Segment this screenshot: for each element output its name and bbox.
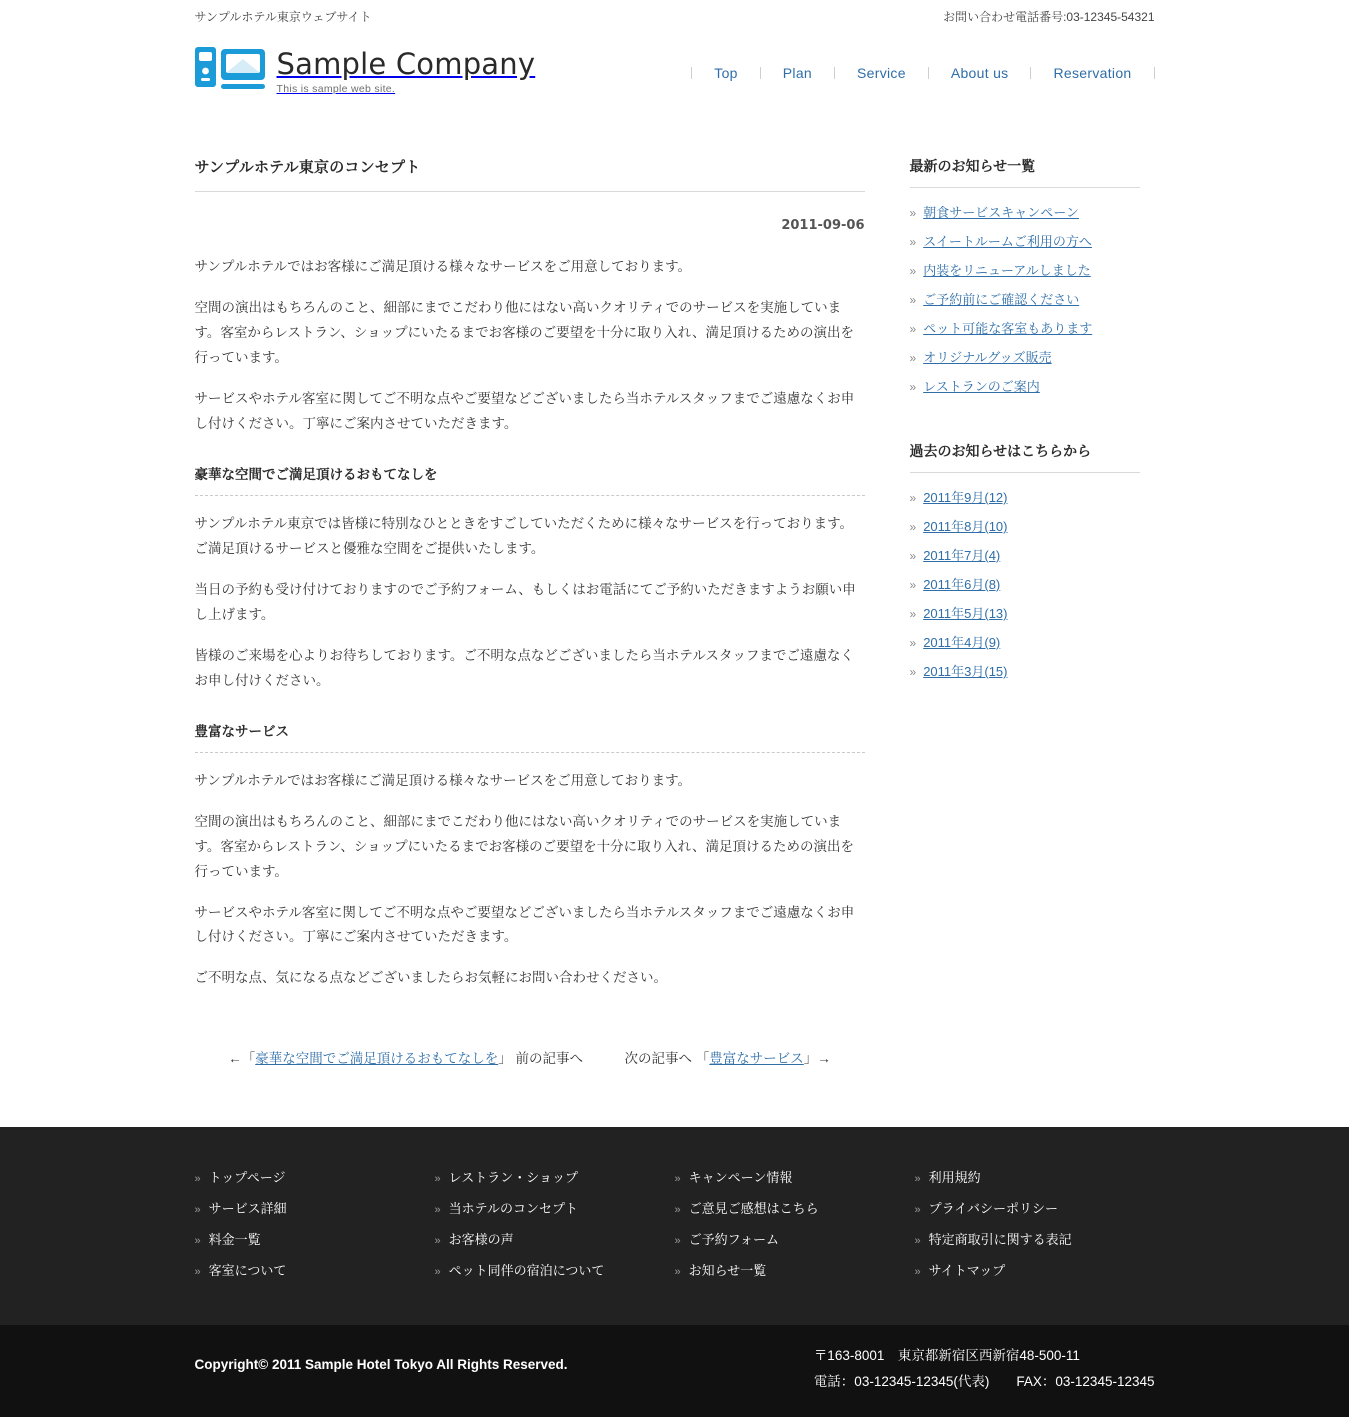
- intro-paragraph-1: サンプルホテルではお客様にご満足頂ける様々なサービスをご用意しております。: [194, 259, 692, 274]
- list-item[interactable]: [195, 1223, 435, 1254]
- list-item[interactable]: [675, 1161, 915, 1192]
- chevron-right-icon: »: [909, 607, 917, 621]
- section1-paragraph-2: 当日の予約も受け付けておりますのでご予約フォーム、もしくはお電話にてご予約いただきますようお願い申し上げます。: [194, 581, 856, 622]
- intro-paragraph-2: 空間の演出はもちろんのこと、細部にまでこだわり他にはない高いクオリティでのサービスを実施しています。客室からレストラン、ショップにいたるまでお客様のご要望を十分に取り入れ、満足頂けるための演出を行っています。: [194, 299, 854, 365]
- chevron-right-icon: »: [194, 1266, 201, 1279]
- footer-link-customer-voice[interactable]: お客様の声: [448, 1232, 514, 1248]
- list-item[interactable]: [195, 1254, 435, 1285]
- top-bar: [195, 0, 1155, 31]
- footer-navigation: [0, 1127, 1349, 1325]
- news-link-renovation[interactable]: 内装をリニューアルしました: [923, 263, 1091, 278]
- sidebar: [910, 156, 1140, 1067]
- content-area: [195, 122, 1155, 1127]
- chevron-right-icon: »: [909, 520, 917, 534]
- section-heading-services: 豊富なサービス: [195, 720, 865, 753]
- footer-link-sitemap[interactable]: サイトマップ: [928, 1263, 1006, 1279]
- chevron-right-icon: »: [914, 1173, 921, 1186]
- nav-item-about-us[interactable]: About us: [950, 64, 1009, 81]
- section2-paragraph-3: サービスやホテル客室に関してご不明な点やご要望などございましたら当ホテルスタッフまでご遠慮なくお申し付けください。丁寧にご案内させていただきます。: [194, 904, 855, 945]
- list-item[interactable]: [195, 1161, 435, 1192]
- footer-link-commercial-law[interactable]: 特定商取引に関する表記: [928, 1232, 1072, 1248]
- chevron-right-icon: »: [909, 293, 917, 307]
- next-open-bracket: 「: [695, 1051, 710, 1067]
- list-item[interactable]: [915, 1192, 1155, 1223]
- prev-article-link[interactable]: 豪華な空間でご満足頂けるおもてなしを: [255, 1051, 499, 1067]
- chevron-right-icon: »: [434, 1235, 441, 1248]
- chevron-right-icon: »: [194, 1204, 201, 1217]
- chevron-right-icon: »: [674, 1235, 681, 1248]
- footer-link-price-list[interactable]: 料金一覧: [208, 1232, 261, 1248]
- list-item[interactable]: [910, 198, 1140, 227]
- list-item[interactable]: [915, 1223, 1155, 1254]
- archive-link-2011-08[interactable]: 2011年8月(10): [923, 519, 1008, 534]
- chevron-right-icon: »: [909, 549, 917, 563]
- list-item[interactable]: [435, 1192, 675, 1223]
- article-date: 2011-09-06: [781, 218, 865, 233]
- nav-item-plan[interactable]: Plan: [782, 64, 813, 81]
- brand-subtitle: This is sample web site.: [276, 83, 396, 96]
- nav-item-service[interactable]: Service: [857, 64, 906, 81]
- site-name: サンプルホテル東京ウェブサイト: [194, 10, 372, 24]
- section1-paragraph-1: サンプルホテル東京では皆様に特別なひとときをすごしていただくために様々なサービスを行っております。ご満足頂けるサービスと優雅な空間をご提供いたします。: [194, 515, 854, 556]
- list-item[interactable]: [910, 285, 1140, 314]
- list-item[interactable]: [195, 1192, 435, 1223]
- brand-title: Sample Company: [276, 47, 536, 82]
- list-item[interactable]: [675, 1223, 915, 1254]
- list-item[interactable]: [915, 1254, 1155, 1285]
- list-item[interactable]: [910, 512, 1140, 541]
- news-link-suite-room[interactable]: スイートルームご利用の方へ: [923, 234, 1092, 249]
- chevron-right-icon: »: [909, 351, 917, 365]
- footer-link-feedback[interactable]: ご意見ご感想はこちら: [688, 1201, 819, 1217]
- list-item[interactable]: [910, 599, 1140, 628]
- footer-column-4: [915, 1161, 1155, 1285]
- next-article-link[interactable]: 豊富なサービス: [709, 1051, 804, 1067]
- chevron-right-icon: »: [674, 1266, 681, 1279]
- page-title: サンプルホテル東京のコンセプト: [195, 156, 865, 192]
- section-heading-hospitality: 豪華な空間でご満足頂けるおもてなしを: [195, 463, 865, 496]
- footer-link-news-list[interactable]: お知らせ一覧: [688, 1263, 767, 1279]
- copyright-text: Copyright© 2011 Sample Hotel Tokyo All Rights Reserved.: [194, 1357, 568, 1373]
- list-item[interactable]: [435, 1223, 675, 1254]
- list-item[interactable]: [675, 1254, 915, 1285]
- list-item[interactable]: [910, 372, 1140, 401]
- section2-paragraph-1: サンプルホテルではお客様にご満足頂ける様々なサービスをご用意しております。: [194, 772, 692, 788]
- list-item[interactable]: [910, 256, 1140, 285]
- chevron-right-icon: »: [914, 1204, 921, 1217]
- nav-item-top[interactable]: Top: [714, 64, 738, 81]
- footer-bottom: [0, 1325, 1349, 1416]
- chevron-right-icon: »: [914, 1266, 921, 1279]
- next-close-bracket: 」: [803, 1051, 818, 1067]
- sidebar-news-list: [910, 198, 1140, 401]
- footer-link-privacy-policy[interactable]: プライバシーポリシー: [928, 1201, 1058, 1217]
- prev-close-bracket: 」: [498, 1051, 512, 1067]
- chevron-right-icon: »: [194, 1173, 201, 1186]
- footer-link-reservation-form[interactable]: ご予約フォーム: [688, 1232, 779, 1248]
- archive-link-2011-06[interactable]: 2011年6月(8): [923, 577, 1001, 592]
- footer-link-campaign-info[interactable]: キャンペーン情報: [688, 1170, 793, 1186]
- news-link-pet-rooms[interactable]: ペット可能な客室もあります: [923, 321, 1093, 336]
- address-line-1: 〒163-8001 東京都新宿区西新宿48-500-11: [813, 1348, 1080, 1364]
- footer-link-pet-stay[interactable]: ペット同伴の宿泊について: [448, 1263, 605, 1279]
- footer-link-service-detail[interactable]: サービス詳細: [208, 1201, 287, 1217]
- list-item[interactable]: [910, 657, 1140, 686]
- main-navigation[interactable]: [691, 65, 1154, 81]
- chevron-right-icon: »: [909, 665, 917, 679]
- sidebar-heading-archive: 過去のお知らせはこちらから: [910, 441, 1140, 473]
- footer-link-terms[interactable]: 利用規約: [928, 1170, 981, 1186]
- list-item[interactable]: [675, 1192, 915, 1223]
- news-link-original-goods[interactable]: オリジナルグッズ販売: [923, 350, 1052, 365]
- archive-link-2011-05[interactable]: 2011年5月(13): [923, 606, 1008, 621]
- article-pager: [195, 1047, 865, 1067]
- archive-link-2011-03[interactable]: 2011年3月(15): [923, 664, 1008, 679]
- section2-paragraph-4: ご不明な点、気になる点などございましたらお気軽にお問い合わせください。: [194, 970, 667, 986]
- contact-phone: お問い合わせ電話番号:03-12345-54321: [943, 10, 1155, 24]
- monitor-and-tower-logo-icon: [195, 47, 267, 98]
- next-label: 次の記事へ: [624, 1051, 693, 1067]
- intro-paragraph-3: サービスやホテル客室に関してご不明な点やご要望などございましたら当ホテルスタッフまでご遠慮なくお申し付けください。丁寧にご案内させていただきます。: [194, 390, 855, 431]
- sidebar-archive-list: [910, 483, 1140, 686]
- address-line-2: 電話：03-12345-12345(代表) FAX：03-12345-12345: [813, 1374, 1155, 1390]
- sidebar-heading-news: 最新のお知らせ一覧: [910, 156, 1140, 188]
- main-column: [195, 156, 910, 1067]
- footer-column-1: [195, 1161, 435, 1285]
- section1-paragraph-3: 皆様のご来場を心よりお待ちしております。ご不明な点などございましたら当ホテルスタッフまでご遠慮なくお申し付けください。: [194, 647, 854, 688]
- footer-link-rooms[interactable]: 客室について: [208, 1263, 287, 1279]
- company-address: [814, 1343, 1155, 1394]
- chevron-right-icon: »: [909, 636, 917, 650]
- chevron-right-icon: »: [909, 322, 917, 336]
- chevron-right-icon: »: [909, 235, 917, 249]
- next-arrow-icon: →: [817, 1051, 831, 1067]
- news-link-restaurant-info[interactable]: レストランのご案内: [923, 379, 1040, 394]
- chevron-right-icon: »: [674, 1204, 681, 1217]
- nav-item-reservation[interactable]: Reservation: [1053, 64, 1132, 81]
- prev-label: 前の記事へ: [515, 1051, 583, 1067]
- chevron-right-icon: »: [909, 380, 917, 394]
- section2-paragraph-2: 空間の演出はもちろんのこと、細部にまでこだわり他にはない高いクオリティでのサービスを実施しています。客室からレストラン、ショップにいたるまでお客様のご要望を十分に取り入れ、満足頂けるための演出を行っています。: [194, 813, 854, 879]
- chevron-right-icon: »: [909, 491, 917, 505]
- list-item[interactable]: [910, 628, 1140, 657]
- list-item[interactable]: [435, 1254, 675, 1285]
- news-link-before-reservation[interactable]: ご予約前にご確認ください: [923, 292, 1080, 307]
- prev-arrow-icon: ←: [228, 1051, 242, 1067]
- chevron-right-icon: »: [909, 264, 917, 278]
- footer-link-restaurant-shop[interactable]: レストラン・ショップ: [448, 1170, 578, 1186]
- list-item[interactable]: [915, 1161, 1155, 1192]
- news-link-breakfast-campaign[interactable]: 朝食サービスキャンペーン: [923, 205, 1079, 220]
- brand-logo-link[interactable]: [195, 47, 536, 98]
- site-header: [195, 31, 1155, 122]
- chevron-right-icon: »: [194, 1235, 201, 1248]
- archive-link-2011-09[interactable]: 2011年9月(12): [923, 490, 1008, 505]
- chevron-right-icon: »: [434, 1173, 441, 1186]
- footer-link-hotel-concept[interactable]: 当ホテルのコンセプト: [448, 1201, 578, 1217]
- list-item[interactable]: [910, 227, 1140, 256]
- chevron-right-icon: »: [674, 1173, 681, 1186]
- nav-divider: [1154, 67, 1155, 79]
- prev-open-bracket: 「: [241, 1051, 256, 1067]
- archive-link-2011-07[interactable]: 2011年7月(4): [923, 548, 1001, 563]
- footer-link-top-page[interactable]: トップページ: [208, 1170, 286, 1186]
- list-item[interactable]: [910, 483, 1140, 512]
- list-item[interactable]: [910, 343, 1140, 372]
- chevron-right-icon: »: [434, 1266, 441, 1279]
- footer-column-2: [435, 1161, 675, 1285]
- list-item[interactable]: [910, 570, 1140, 599]
- list-item[interactable]: [910, 541, 1140, 570]
- list-item[interactable]: [910, 314, 1140, 343]
- archive-link-2011-04[interactable]: 2011年4月(9): [923, 635, 1001, 650]
- chevron-right-icon: »: [434, 1204, 441, 1217]
- chevron-right-icon: »: [909, 206, 917, 220]
- list-item[interactable]: [435, 1161, 675, 1192]
- footer-column-3: [675, 1161, 915, 1285]
- chevron-right-icon: »: [914, 1235, 921, 1248]
- chevron-right-icon: »: [909, 578, 917, 592]
